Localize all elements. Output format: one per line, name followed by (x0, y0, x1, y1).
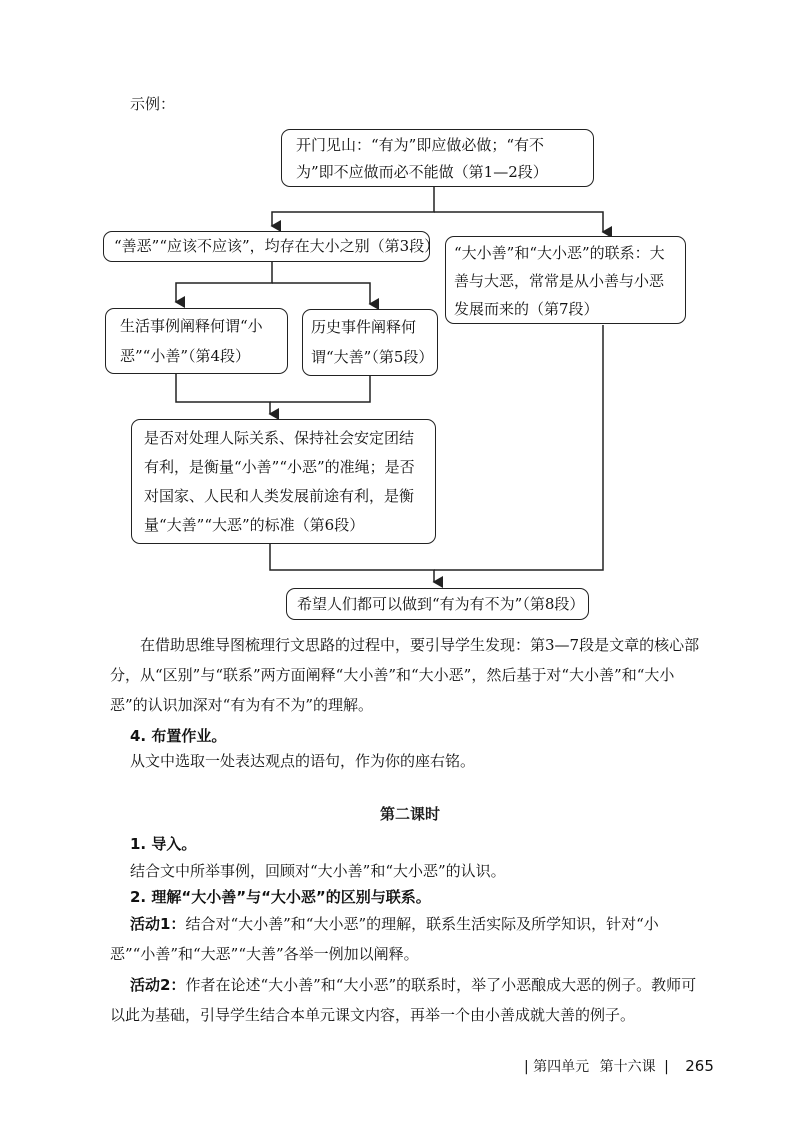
page-number: 265 (685, 1057, 714, 1075)
flowchart-box-standard: 是否对处理人际关系、保持社会安定团结有利，是衡量“小善”“小恶”的准绳；是否对国家、人民和人类发展前途有利，是衡量“大善”“大恶”的标准（第6段） (131, 419, 436, 544)
activity2 (110, 970, 700, 1030)
flowchart-box-small-examples: 生活事例阐释何谓“小恶”“小善”（第4段） (105, 308, 288, 374)
connector-merge-2 (270, 376, 370, 402)
step4-text: 从文中选取一处表达观点的语句，作为你的座右铭。 (130, 752, 476, 770)
activity1-text: 结合对“大小善”和“大小恶”的理解，联系生活实际及所学知识，针对“小恶”“小善”和“大恶”“大善”各举一例加以阐释。 (110, 915, 659, 963)
connector-top-split (272, 187, 434, 226)
activity2-text: 作者在论述“大小善”和“大小恶”的联系时，举了小恶酿成大恶的例子。教师可以此为基础，引导学生结合本单元课文内容，再举一个由小善成就大善的例子。 (110, 976, 697, 1024)
activity1-label: 活动1： (130, 915, 186, 933)
footer-separator: | (524, 1059, 529, 1075)
footer-lesson: 第十六课 (599, 1059, 656, 1075)
footer-unit: 第四单元 (533, 1059, 590, 1075)
page-footer (524, 1056, 714, 1076)
activity1 (110, 909, 700, 969)
step4-title: 4. 布置作业。 (130, 727, 227, 745)
flowchart-box-conclusion: 希望人们都可以做到“有为有不为”（第8段） (286, 588, 589, 620)
flowchart-box-opening: 开门见山：“有为”即应做必做；“有不为”即不应做而必不能做（第1—2段） (281, 129, 594, 187)
footer-separator-2: | (664, 1059, 669, 1075)
connector-left-split (176, 262, 272, 302)
connector-merge (176, 374, 270, 414)
step2-title: 2. 理解“大小善”与“大小恶”的区别与联系。 (130, 888, 431, 906)
flowchart-box-relation: “大小善”和“大小恶”的联系：大善与大恶，常常是从小善与小恶发展而来的（第7段） (445, 236, 686, 324)
flowchart-box-big-examples: 历史事件阐释何谓“大善”（第5段） (302, 309, 438, 376)
activity2-label: 活动2： (130, 976, 186, 994)
connector-right-down (434, 325, 603, 570)
step1-text: 结合文中所举事例，回顾对“大小善”和“大小恶”的认识。 (130, 862, 506, 880)
connector-standard-down (270, 544, 434, 582)
connector-top-right (434, 212, 603, 232)
paragraph-mindmap-guidance: 在借助思维导图梳理行文思路的过程中，要引导学生发现：第3—7段是文章的核心部分，从“区别”与“联系”两方面阐释“大小善”和“大小恶”，然后基于对“大小善”和“大小恶”的认识加深对“有为有不为”的理解。 (110, 636, 700, 714)
flowchart-box-distinction: “善恶”“应该不应该”，均存在大小之别（第3段） (103, 231, 430, 262)
step1-title: 1. 导入。 (130, 835, 197, 853)
lesson2-title: 第二课时 (379, 805, 440, 823)
example-label: 示例： (130, 95, 176, 113)
connector-left-split-2 (272, 283, 370, 304)
